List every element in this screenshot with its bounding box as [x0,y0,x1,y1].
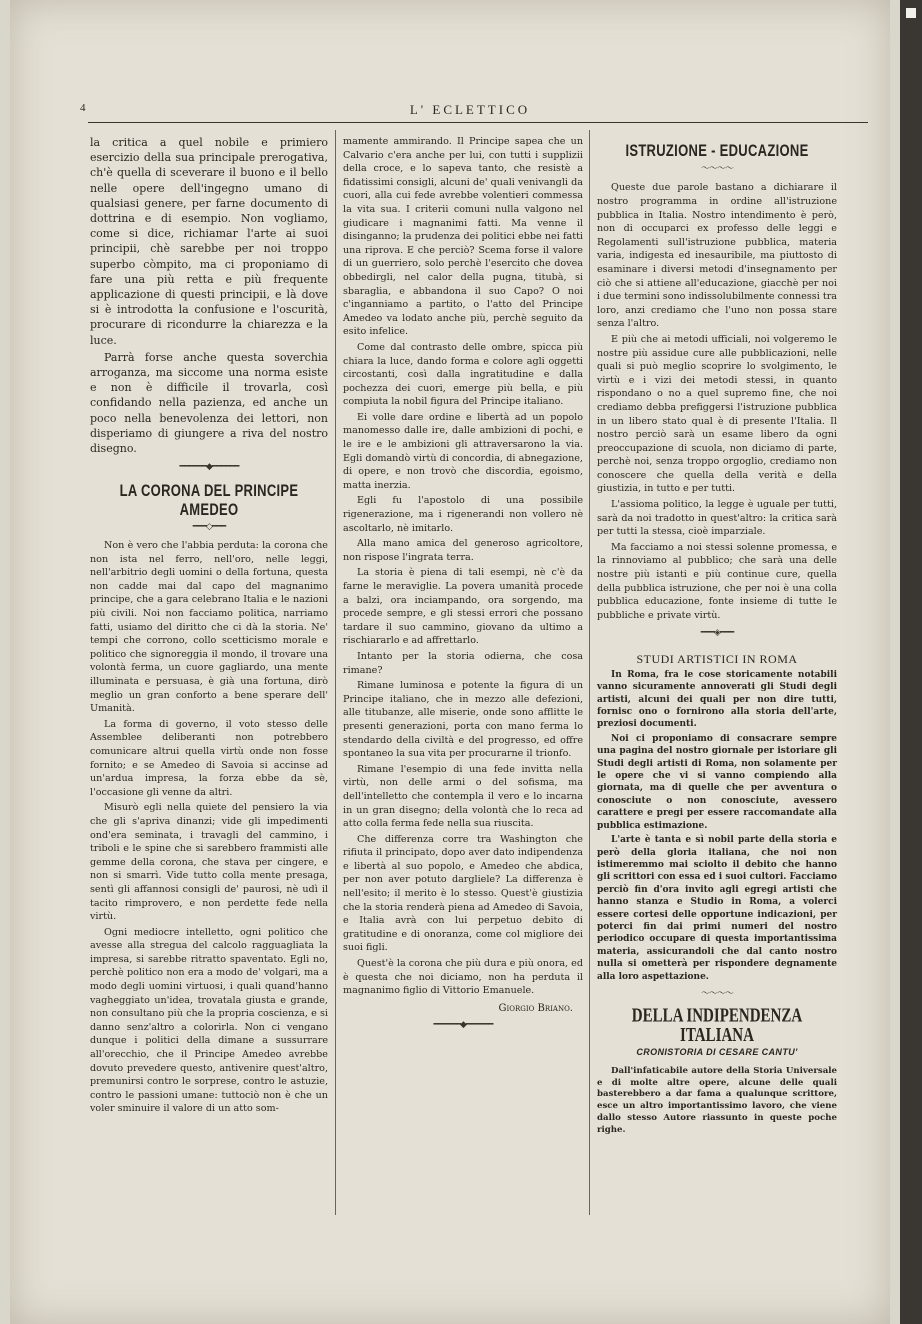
section-title: STUDI ARTISTICI IN ROMA [636,651,798,666]
ornament-divider: ～～～～ [700,164,733,175]
section-title: DELLA INDIPENDENZA ITALIANA [631,1006,803,1047]
section-title: LA CORONA DEL PRINCIPE AMEDEO [119,481,299,520]
paragraph: Ma facciamo a noi stessi solenne promessa, e la rinnoviamo al pubblico; che sarà una delle nostre più istanti e più continue cure, quella della pubblica istruzione, che per noi è una colla pubblica educazione, fonte insieme di tutte le pubbliche e private virtù. [597,541,837,621]
paragraph: Alla mano amica del generoso agricoltore, non rispose l'ingrata terra. [343,538,583,563]
author-signature: Giorgio Briano. [498,1002,573,1014]
ornament-divider: ━━━◈━━━ [700,628,734,639]
paragraph: la critica a quel nobile e primiero esercizio della sua principale prerogativa, ch'è quella di sceverare il buono e il bello nelle opere dell'ingegno umano di qualsiasi genere, per farne documento di dottrina e di esempio. Non vogliamo, come si dice, richiamar l'arte ai suoi principii, chè sarebbe per noi troppo superbo còmpito, ma ci proponiamo di fare una più retta e più frequente applicazione di questi principii, e là dove si è introdotta la confusione e l'oscurità, procurare di ricondurre la chiarezza e la luce. [90,136,328,347]
paragraph: mamente ammirando. Il Principe sapea che un Calvario c'era anche per lui, con tutti i supplizii della croce, e lo sapeva tanto, che resistè a fidatissimi consigli, alcuni de' quali venivangli da cuori, alla cui fede avrebbe volentieri commessa la vita sua. I criterii comuni nulla valgono nel giudicare i magnanimi fatti. Ma venne il disinganno; la prudenza dei politici ebbe nei fatti una riprova. E che perciò? Scema forse il valore di un guerriero, solo perchè l'esercito che dovea obbedirgli, nel calor della pugna, titubà, si sbaraglia, e abbandona il suo Capo? O noi c'inganniamo a partito, o l'atto del Principe Amedeo va lodato anche più, perchè seguito da esito infelice. [343,136,583,338]
paragraph: L'arte è tanta e sì nobil parte della storia e però della gloria italiana, che noi non istimeremmo mai sciolto il debito che hanno gli scrittori con essa ed i suoi cultori. Facciamo perciò fin d'ora invito agli egregi artisti che hanno stanza e Studio in Roma, a volerci essere cortesi delle opportune indicazioni, per poterci fin dai primi numeri del nostro periodico occupare di questa importantissima materia, assicurandoli che dal canto nostro nulla si ometterà per rispondere degnamente alla loro aspettazione. [597,835,837,982]
paragraph: In Roma, fra le cose storicamente notabili vanno sicuramente annoverati gli Studi degli artisti, alcuni dei quali per non dire tutti, fornisc ono o fornirono alla storia dell'arte, preziosi documenti. [597,669,837,730]
section-subtitle: CRONISTORIA DI CESARE CANTU' [636,1046,798,1057]
column-divider [335,130,336,1215]
paragraph: Rimane luminosa e potente la figura di un Principe italiano, che in mezzo alle defezioni, alle titubanze, alle miserie, onde sono afflitte le presenti generazioni, porta con mano ferma lo stendardo della civiltà e del progresso, ed offre spontaneo la sua vita per procurarne il trionfo. [343,680,583,760]
paragraph: E più che ai metodi ufficiali, noi volgeremo le nostre più assidue cure alle pubblicazioni, nelle quali si può meglio scoprire lo svolgimento, le virtù e i vizi dei metodi stessi, in quanto rispondano o no a quel supremo fine, che noi crediamo debba prefiggersi l'istruzione pubblica in un libero stato qual è di presente l'Italia. Il nostro perciò sarà un esame libero da ogni preoccupazione di scuola, non diciamo di parte, perchè noi, senza troppo orgoglio, crediamo non conoscere che quella della verità e della giustizia, in tutto e per tutti. [597,333,837,495]
running-head [70,102,870,118]
paragraph: L'assioma politico, la legge è uguale per tutti, sarà da noi tradotto in quest'altro: la critica sarà per tutti la stessa, cioè imparziale. [597,499,837,538]
ornament-divider: ━━━━━━◆━━━━━━ [179,462,239,473]
section-title: ISTRUZIONE - EDUCAZIONE [625,141,809,160]
ornament-divider: ～～～～ [700,988,733,999]
column-2 [343,135,583,1037]
paragraph: Ei volle dare ordine e libertà ad un popolo manomesso dalle ire, dalle ambizioni di pochi, e le ire e le ambizioni gli attraversarono la via. Egli domandò virtù di concordia, di abnegazione, di opere, e non trovò che discordia, egoismo, matta inerzia. [343,411,583,491]
ornament-divider: ━━━◇━━━ [192,521,226,532]
header-rule [88,122,868,123]
page-number: 4 [80,102,89,114]
scan-marker [906,8,916,18]
paragraph: Rimane l'esempio di una fede invitta nella virtù, non delle armi o del sofisma, ma dell'intelletto che contempla il vero e lo incarna in un gran disegno; della volontà che lo reca ad atto colla ferma fede nella sua riuscita. [343,763,583,830]
paragraph: Noi ci proponiamo di consacrare sempre una pagina del nostro giornale per istoriare gli Studi degli artisti di Roma, non solamente per le opere che vi si vanno compiendo alla giornata, ma di quelle che per avventura o conosciute o non conosciute, avessero carattere e pregi per essere raccomandate alla pubblica estimazione. [597,733,837,831]
paragraph: Parrà forse anche questa soverchia arroganza, ma siccome una norma esiste e non è difficile il trovarla, così confidando nella pazienza, ed anche un poco nella benevolenza dei lettori, non disperiamo di giungere a riva del nostro disegno. [90,350,328,456]
paragraph: Come dal contrasto delle ombre, spicca più chiara la luce, dando forma e colore agli oggetti circostanti, così dalla ingratitudine e dalla pochezza dei cuori, emerge più bella, e più compiuta la nobil figura del Principe italiano. [343,341,583,408]
column-divider [589,130,590,1215]
paragraph: Quest'è la corona che più dura e più onora, ed è questa che noi diciamo, non ha perduta il magnanimo figlio di Vittorio Emanuele. [343,958,583,997]
scan-edge [900,0,922,1324]
journal-title: L' ECLETTICO [409,102,531,117]
paragraph: Ogni mediocre intelletto, ogni politico che avesse alla stregua del calcolo ragguagliata la impresa, si sarebbe ritratto spaventato. Egli no, perchè politico non era a modo de' volgari, ma a modo degli uomini virtuosi, i quali quand'hanno vagheggiato un'idea, trovatala giusta e grande, non consultano più che la propria coscienza, e si danno senz'altro a colorirla. Non ci vengano dunque i politici della dimane a sussurrare all'orecchio, che il Principe Amedeo avrebbe dovuto prevedere questo, antivenire quest'altro, premunirsi contro le sorprese, contro le astuzie, contro le passioni umane: tuttociò non è che un voler sminuire il valore di un atto som- [90,926,328,1115]
ornament-divider: ━━━━━━◆━━━━━━ [433,1020,493,1031]
paragraph: Intanto per la storia odierna, che cosa rimane? [343,650,583,676]
paragraph: Non è vero che l'abbia perduta: la corona che non ista nel ferro, nell'oro, nelle leggi, nell'arbitrio degli uomini o della fortuna, questa non cadde mai dal capo del magnanimo principe, che a gara celebrano Italia e le nazioni più civili. Noi non facciamo politica, narriamo fatti, usiamo del diritto che ci dà la storia. Ne' tempi che corrono, collo scetticismo morale e politico che signoreggia il mondo, il trovare una volontà ferma, un cuore gagliardo, una mente illuminata e persuasa, è già una fortuna, dirò meglio un gran conforto a bene sperare dell' Umanità. [90,540,328,715]
column-1 [90,135,328,1118]
paragraph: La storia è piena di tali esempi, nè c'è da farne le meraviglie. La povera umanità procede a balzi, ora inciampando, ora sorgendo, ma procede sempre, e gli stessi errori che possano tardare il suo cammino, giovano da ultimo a rischiararlo e ad affrettarlo. [343,567,583,647]
paragraph: Dall'infaticabile autore della Storia Universale e di molte altre opere, alcune delle quali basterebbero a dar fama a qualunque scrittore, esce un altro importantissimo lavoro, che viene dallo stesso Autore riassunto in queste poche righe. [597,1065,837,1135]
paragraph: Queste due parole bastano a dichiarare il nostro programma in ordine all'istruzione pubblica in Italia. Nostro intendimento è però, non di occuparci ex professo delle leggi e Regolamenti sull'istruzione pubblica, materia varia, indigesta ed inesauribile, ma piuttosto di esaminare i diversi metodi d'insegnamento per ciò che si attiene all'educazione, giacchè per noi i due termini sono indissolubilmente connessi tra loro, anzi crediamo che l'uno non possa stare senza l'altro. [597,182,837,330]
paragraph: La forma di governo, il voto stesso delle Assemblee deliberanti non potrebbero comunicare altrui quella virtù onde non fosse fornito; e se Amedeo di Savoia si accinse ad un'ardua impresa, la forza ebbe da sè, l'occasione gli venne da altri. [90,718,328,798]
column-3 [597,135,837,1139]
paragraph: Misurò egli nella quiete del pensiero la via che gli s'apriva dinanzi; vide gli impedimenti ond'era seminata, i travagli del cammino, i triboli e le spine che si sarebbero frammisti alle gemme della corona, che stava per cingere, e non si smarrì. Vide tutto colla mente presaga, sentì gli affannosi consigli de' paurosi, nè udì il tacito rimprovero, e non perdette fede nella virtù. [90,802,328,923]
paragraph: Che differenza corre tra Washington che rifiuta il principato, dopo aver dato indipendenza e libertà al suo popolo, e Amedeo che abdica, per non aver potuto dargliele? La differenza è nell'esito; il merito è lo stesso. Quest'è giustizia che la storia renderà piena ad Amedeo di Savoia, e Italia avrà con lui perpetuo debito di gratitudine e di onoranza, come col migliore dei suoi figli. [343,833,583,954]
paragraph: Egli fu l'apostolo di una possibile rigenerazione, ma i rigenerandi non vollero nè ascoltarlo, nè imitarlo. [343,495,583,534]
